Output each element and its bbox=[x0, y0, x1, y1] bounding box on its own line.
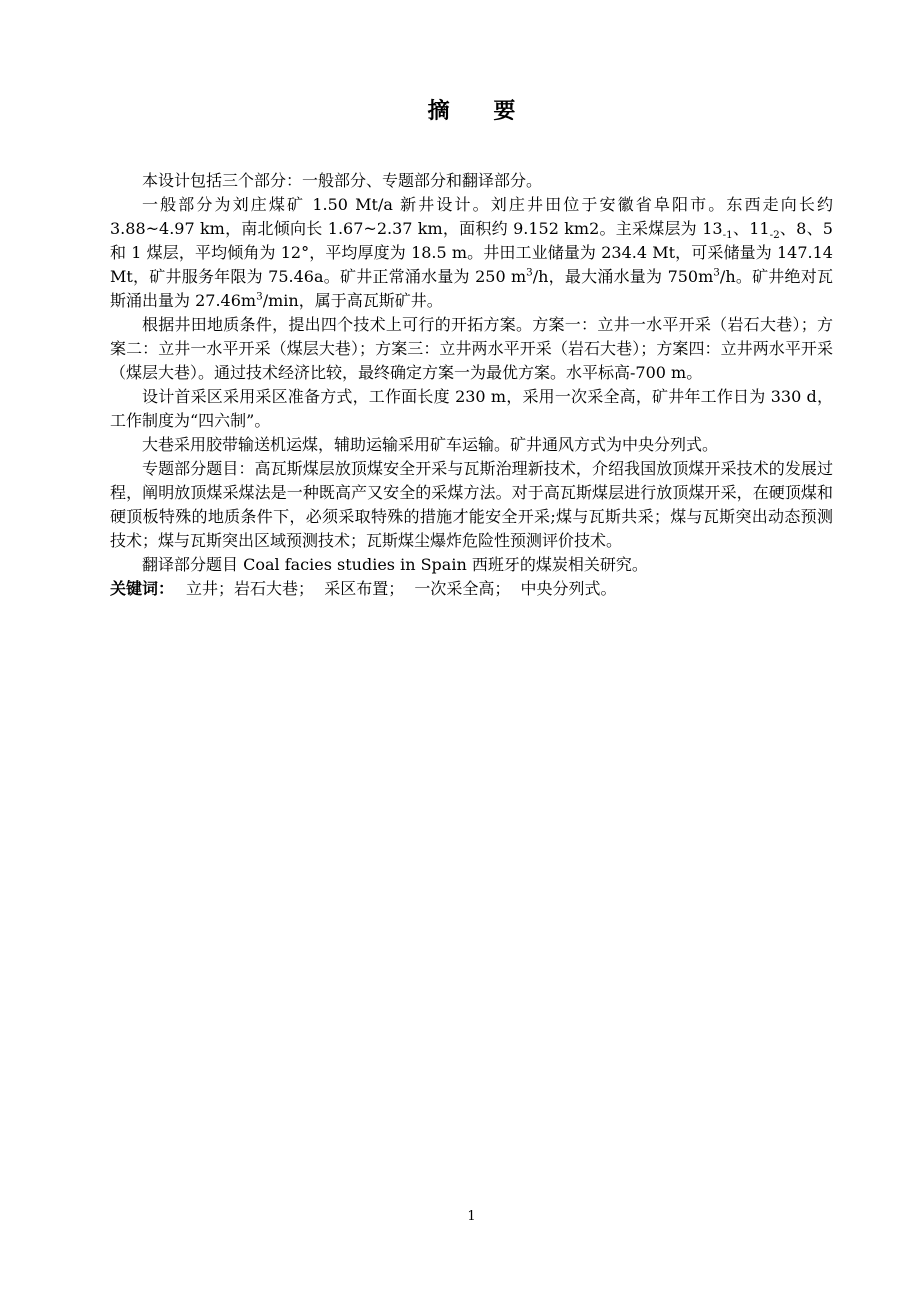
keywords-value: 立井；岩石大巷； 采区布置； 一次采全高； 中央分列式。 bbox=[186, 579, 617, 598]
seam-subscript-2: -2 bbox=[769, 229, 780, 242]
paragraph-mining-area: 设计首采区采用采区准备方式，工作面长度 230 m，采用一次采全高，矿井年工作日为 330 d，工作制度为“四六制”。 bbox=[110, 387, 833, 430]
page-number: 1 bbox=[467, 1209, 476, 1224]
general-part-text-1: 一般部分为刘庄煤矿 1.50 Mt/a 新井设计。刘庄井田位于安徽省阜阳市。东西走向长约 3.88~4.97 km，南北倾向长 1.67~2.37 km，面积约 9.152 km2。主采煤层为 13 bbox=[110, 195, 833, 238]
abstract-title: 摘 要 bbox=[427, 99, 534, 124]
paragraph-special-topic: 专题部分题目：高瓦斯煤层放顶煤安全开采与瓦斯治理新技术，介绍我国放顶煤开采技术的发展过程，阐明放顶煤采煤法是一种既高产又安全的采煤方法。对于高瓦斯煤层进行放顶煤开采，在硬顶煤和硬顶板特殊的地质条件下，必须采取特殊的措施才能安全开采;煤与瓦斯共采；煤与瓦斯突出动态预测技术；煤与瓦斯突出区域预测技术；瓦斯煤尘爆炸危险性预测评价技术。 bbox=[110, 459, 833, 550]
general-part-text-2: 、11 bbox=[732, 219, 770, 238]
general-part-text-3: 、8、5 和 1 煤层，平均倾角为 12°，平均厚度为 18.5 m。井田工业储量为 234.4 Mt，可采储量为 147.14 Mt，矿井服务年限为 75.46a。矿井正常涌水量为 250 m bbox=[110, 219, 833, 286]
paragraph-general-part bbox=[110, 193, 833, 313]
paragraph-transport-ventilation: 大巷采用胶带输送机运煤，辅助运输采用矿车运输。矿井通风方式为中央分列式。 bbox=[142, 435, 719, 454]
unit-superscript-2: 3 bbox=[713, 266, 720, 279]
unit-superscript-1: 3 bbox=[526, 266, 533, 279]
document-page bbox=[110, 0, 833, 1302]
abstract-body bbox=[110, 169, 833, 601]
general-part-text-5: /h。矿井绝对瓦斯涌出量为 27.46m bbox=[110, 267, 833, 310]
keywords-line bbox=[110, 577, 833, 601]
paragraph-translation-part: 翻译部分题目 Coal facies studies in Spain 西班牙的煤炭相关研究。 bbox=[142, 555, 648, 574]
general-part-text-6: /min，属于高瓦斯矿井。 bbox=[262, 291, 443, 310]
paragraph-overview: 本设计包括三个部分：一般部分、专题部分和翻译部分。 bbox=[142, 171, 543, 190]
paragraph-development-schemes: 根据井田地质条件，提出四个技术上可行的开拓方案。方案一：立井一水平开采（岩石大巷）；方案二：立井一水平开采（煤层大巷）；方案三：立井两水平开采（岩石大巷）；方案四：立井两水平开采（煤层大巷）。通过技术经济比较，最终确定方案一为最优方案。水平标高-700 m。 bbox=[110, 315, 833, 382]
unit-superscript-3: 3 bbox=[256, 290, 263, 303]
seam-subscript-1: -1 bbox=[722, 229, 733, 242]
keywords-label: 关键词： bbox=[110, 579, 175, 598]
general-part-text-4: /h，最大涌水量为 750m bbox=[532, 267, 714, 286]
